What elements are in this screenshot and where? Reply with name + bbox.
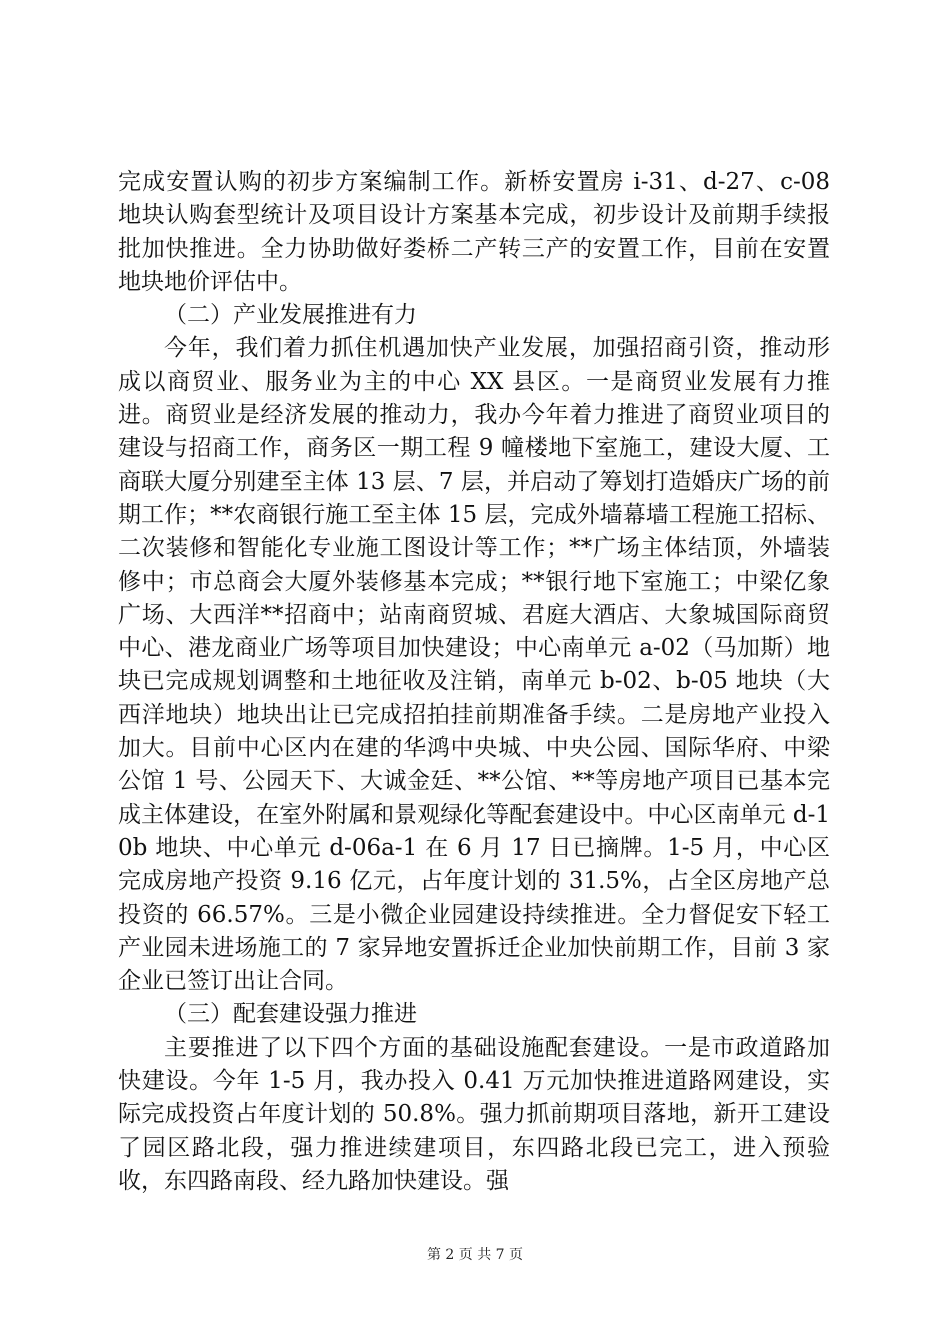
section-heading-2: （二）产业发展推进有力 (164, 302, 417, 329)
section-heading-3: （三）配套建设强力推进 (164, 1001, 417, 1028)
paragraph-continued: 完成安置认购的初步方案编制工作。新桥安置房 i-31、d-27、c-08 地块认购套型统计及项目设计方案基本完成，初步设计及前期手续报批加快推进。全力协助做好娄桥二产转三产的安置工作，目前在安置地块地价评估中。 (118, 169, 830, 295)
paragraph-industry: 今年，我们着力抓住机遇加快产业发展，加强招商引资，推动形成以商贸业、服务业为主的中心 XX 县区。一是商贸业发展有力推进。商贸业是经济发展的推动力，我办今年着力推进了商贸业项目的建设与招商工作，商务区一期工程 9 幢楼地下室施工，建设大厦、工商联大厦分别建至主体 13 层、7 层，并启动了筹划打造婚庆广场的前期工作；**农商银行施工至主体 15 层，完成外墙幕墙工程施工招标、二次装修和智能化专业施工图设计等工作；**广场主体结顶，外墙装修中；市总商会大厦外装修基本完成；**银行地下室施工；中梁亿象广场、大西洋**招商中；站南商贸城、君庭大酒店、大象城国际商贸中心、港龙商业广场等项目加快建设；中心南单元 a-02（马加斯）地块已完成规划调整和土地征收及注销，南单元 b-02、b-05 地块（大西洋地块）地块出让已完成招拍挂前期准备手续。二是房地产业投入加大。目前中心区内在建的华鸿中央城、中央公园、国际华府、中梁公馆 1 号、公园天下、大诚金廷、**公馆、**等房地产项目已基本完成主体建设，在室外附属和景观绿化等配套建设中。中心区南单元 d-10b 地块、中心单元 d-06a-1 在 6 月 17 日已摘牌。1-5 月，中心区完成房地产投资 9.16 亿元，占年度计划的 31.5%，占全区房地产总投资的 66.57%。三是小微企业园建设持续推进。全力督促安下轻工产业园未进场施工的 7 家异地安置拆迁企业加快前期工作，目前 3 家企业已签订出让合同。 (118, 335, 830, 995)
document-body (118, 166, 830, 1198)
paragraph-infrastructure: 主要推进了以下四个方面的基础设施配套建设。一是市政道路加快建设。今年 1-5 月，我办投入 0.41 万元加快推进道路网建设，实际完成投资占年度计划的 50.8%。强力抓前期项目落地，新开工建设了园区路北段，强力推进续建项目，东四路北段已完工，进入预验收，东四路南段、经九路加快建设。强 (118, 1034, 830, 1194)
page-footer: 第 2 页 共 7 页 (426, 1247, 524, 1263)
